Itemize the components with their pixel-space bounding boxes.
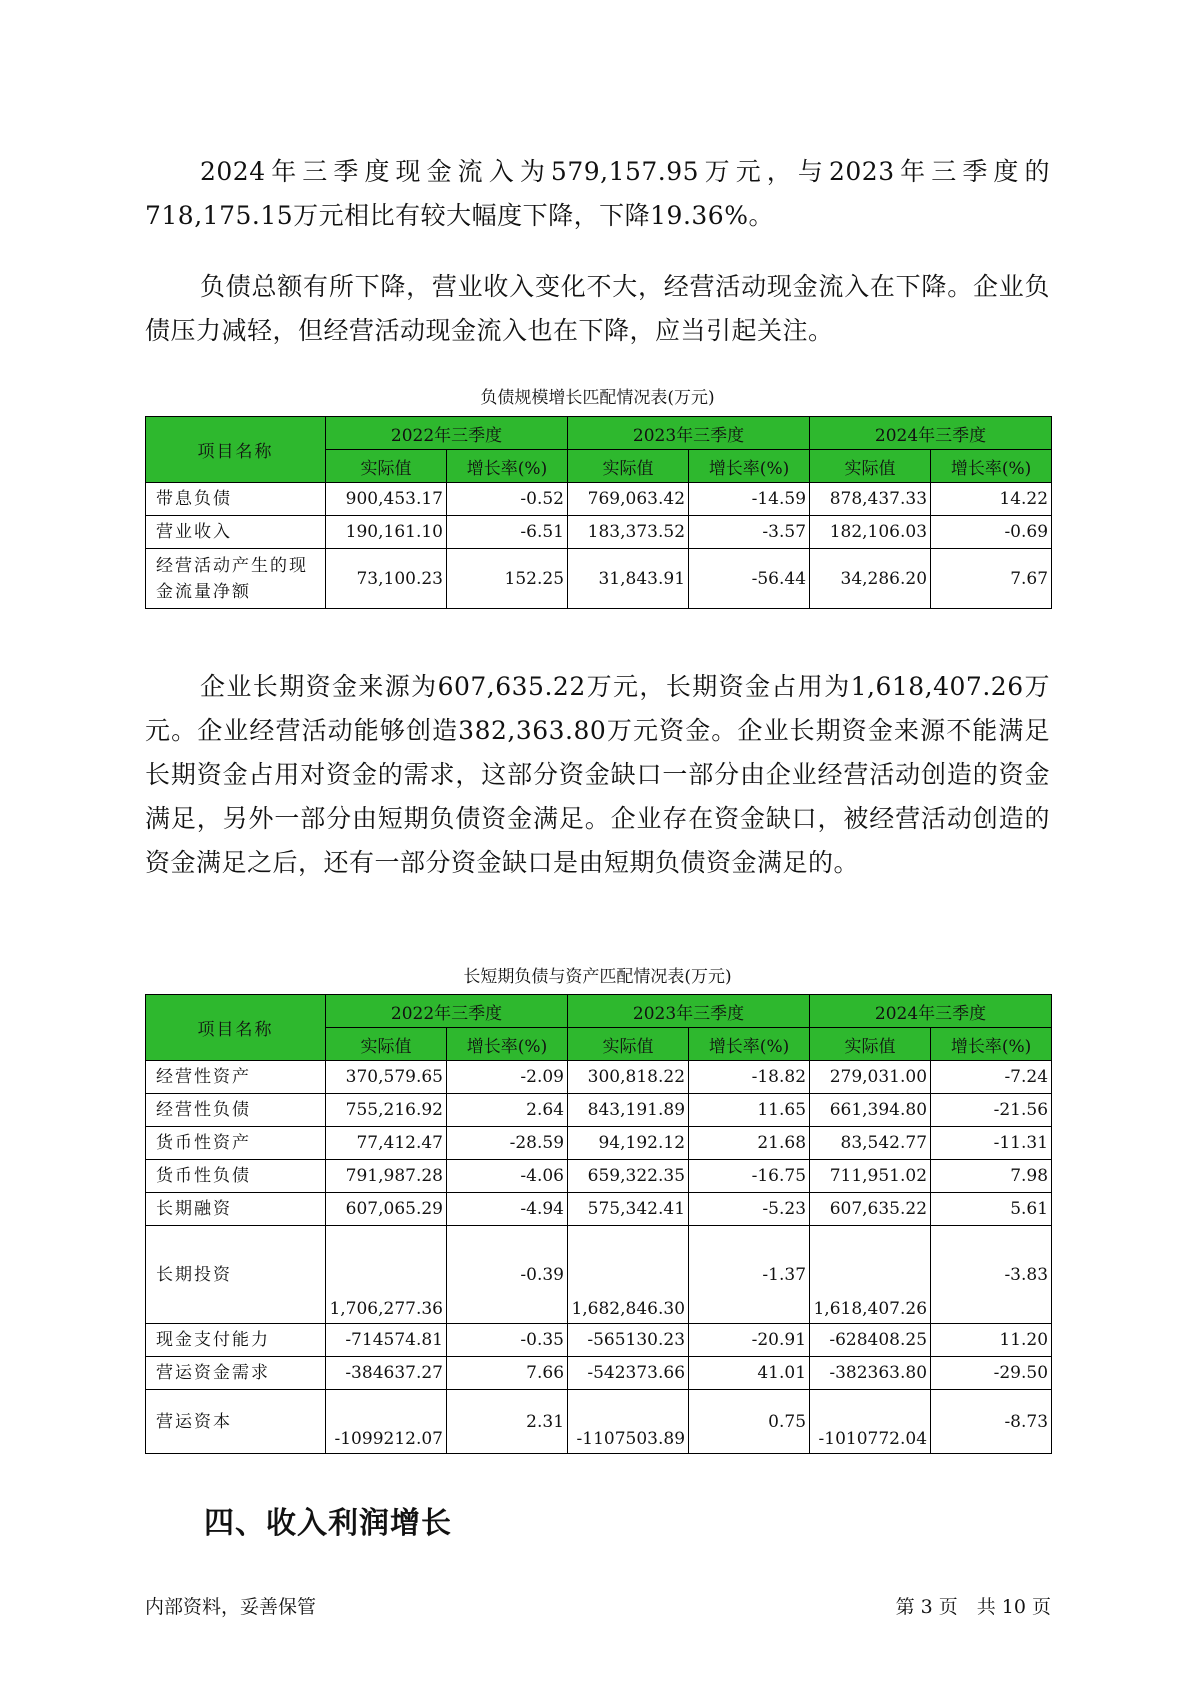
cell-value: -11.31	[931, 1127, 1052, 1160]
cell-value: -20.91	[689, 1324, 810, 1357]
cell-value: -1107503.89	[568, 1390, 689, 1454]
header-growth: 增长率(%)	[931, 450, 1052, 483]
cell-value: -0.52	[447, 483, 568, 516]
table1-caption: 负债规模增长匹配情况表(万元)	[480, 388, 715, 408]
cell-value: 31,843.91	[568, 549, 689, 609]
cell-value: -1.37	[689, 1226, 810, 1324]
asset-liability-matching-table	[145, 994, 1052, 1454]
cell-value: 370,579.65	[326, 1061, 447, 1094]
footer-confidential-note: 内部资料，妥善保管	[145, 1596, 317, 1618]
header-item-name: 项目名称	[146, 995, 326, 1061]
cell-value: 607,635.22	[810, 1193, 931, 1226]
row-label: 经营性资产	[146, 1061, 326, 1094]
cell-value: -2.09	[447, 1061, 568, 1094]
table-row	[146, 1324, 1052, 1357]
table-row	[146, 549, 1052, 609]
cell-value: -565130.23	[568, 1324, 689, 1357]
cell-value: -28.59	[447, 1127, 568, 1160]
cell-value: 659,322.35	[568, 1160, 689, 1193]
cell-value: 2.31	[447, 1390, 568, 1454]
header-period-2023: 2023年三季度	[568, 995, 810, 1028]
cell-value: -21.56	[931, 1094, 1052, 1127]
row-label: 经营活动产生的现金流量净额	[146, 549, 326, 609]
table-row	[146, 1193, 1052, 1226]
cell-value: 878,437.33	[810, 483, 931, 516]
cell-value: 77,412.47	[326, 1127, 447, 1160]
cell-value: -1010772.04	[810, 1390, 931, 1454]
cell-value: 21.68	[689, 1127, 810, 1160]
debt-growth-table	[145, 416, 1052, 609]
header-period-2022: 2022年三季度	[326, 995, 568, 1028]
cell-value: 34,286.20	[810, 549, 931, 609]
cell-value: 0.75	[689, 1390, 810, 1454]
paragraph-liability-summary: 负债总额有所下降，营业收入变化不大，经营活动现金流入在下降。企业负债压力减轻，但经营活动现金流入也在下降，应当引起关注。	[145, 272, 1050, 345]
row-label: 货币性资产	[146, 1127, 326, 1160]
table-row	[146, 483, 1052, 516]
cell-value: 183,373.52	[568, 516, 689, 549]
header-actual: 实际值	[568, 1028, 689, 1061]
cell-value: 11.65	[689, 1094, 810, 1127]
header-growth: 增长率(%)	[689, 450, 810, 483]
cell-value: 755,216.92	[326, 1094, 447, 1127]
cell-value: -29.50	[931, 1357, 1052, 1390]
table2-caption: 长短期负债与资产匹配情况表(万元)	[463, 967, 732, 987]
cell-value: -4.06	[447, 1160, 568, 1193]
section-heading-revenue-profit: 四、收入利润增长	[204, 1506, 452, 1541]
cell-value: -3.83	[931, 1226, 1052, 1324]
cell-value: 607,065.29	[326, 1193, 447, 1226]
header-period-2023: 2023年三季度	[568, 417, 810, 450]
cell-value: 152.25	[447, 549, 568, 609]
table-row	[146, 1061, 1052, 1094]
cell-value: 41.01	[689, 1357, 810, 1390]
cell-value: 843,191.89	[568, 1094, 689, 1127]
table-row	[146, 1094, 1052, 1127]
header-actual: 实际值	[810, 450, 931, 483]
cell-value: -542373.66	[568, 1357, 689, 1390]
header-actual: 实际值	[810, 1028, 931, 1061]
header-growth: 增长率(%)	[447, 1028, 568, 1061]
cell-value: -18.82	[689, 1061, 810, 1094]
cell-value: -56.44	[689, 549, 810, 609]
cell-value: -7.24	[931, 1061, 1052, 1094]
cell-value: -16.75	[689, 1160, 810, 1193]
cell-value: 661,394.80	[810, 1094, 931, 1127]
footer-page-number: 第 3 页 共 10 页	[895, 1596, 1051, 1618]
header-period-2022: 2022年三季度	[326, 417, 568, 450]
cell-value: -0.39	[447, 1226, 568, 1324]
cell-value: 83,542.77	[810, 1127, 931, 1160]
cell-value: -714574.81	[326, 1324, 447, 1357]
row-label: 营运资本	[146, 1390, 326, 1454]
cell-value: 94,192.12	[568, 1127, 689, 1160]
header-growth: 增长率(%)	[689, 1028, 810, 1061]
cell-value: 1,706,277.36	[326, 1226, 447, 1324]
table-row	[146, 1357, 1052, 1390]
cell-value: -0.69	[931, 516, 1052, 549]
cell-value: 791,987.28	[326, 1160, 447, 1193]
header-actual: 实际值	[326, 1028, 447, 1061]
cell-value: -628408.25	[810, 1324, 931, 1357]
row-label: 带息负债	[146, 483, 326, 516]
row-label: 长期融资	[146, 1193, 326, 1226]
table-row	[146, 1226, 1052, 1324]
cell-value: -8.73	[931, 1390, 1052, 1454]
table-row	[146, 516, 1052, 549]
cell-value: 1,682,846.30	[568, 1226, 689, 1324]
cell-value: 14.22	[931, 483, 1052, 516]
cell-value: 575,342.41	[568, 1193, 689, 1226]
cell-value: -384637.27	[326, 1357, 447, 1390]
row-label: 经营性负债	[146, 1094, 326, 1127]
table-row	[146, 1127, 1052, 1160]
table-row	[146, 1390, 1052, 1454]
cell-value: 5.61	[931, 1193, 1052, 1226]
row-label: 货币性负债	[146, 1160, 326, 1193]
header-actual: 实际值	[326, 450, 447, 483]
cell-value: 73,100.23	[326, 549, 447, 609]
table-row	[146, 1160, 1052, 1193]
row-label: 现金支付能力	[146, 1324, 326, 1357]
cell-value: 1,618,407.26	[810, 1226, 931, 1324]
cell-value: 182,106.03	[810, 516, 931, 549]
cell-value: 769,063.42	[568, 483, 689, 516]
cell-value: -1099212.07	[326, 1390, 447, 1454]
cell-value: 2.64	[447, 1094, 568, 1127]
cell-value: -14.59	[689, 483, 810, 516]
cell-value: 7.67	[931, 549, 1052, 609]
row-label: 营运资金需求	[146, 1357, 326, 1390]
row-label: 营业收入	[146, 516, 326, 549]
cell-value: -4.94	[447, 1193, 568, 1226]
cell-value: -5.23	[689, 1193, 810, 1226]
cell-value: 711,951.02	[810, 1160, 931, 1193]
cell-value: -382363.80	[810, 1357, 931, 1390]
row-label: 长期投资	[146, 1226, 326, 1324]
cell-value: -6.51	[447, 516, 568, 549]
paragraph-cash-inflow: 2024年三季度现金流入为579,157.95万元，与2023年三季度的718,175.15万元相比有较大幅度下降，下降19.36%。	[145, 157, 1050, 230]
header-period-2024: 2024年三季度	[810, 417, 1052, 450]
cell-value: 300,818.22	[568, 1061, 689, 1094]
cell-value: 279,031.00	[810, 1061, 931, 1094]
cell-value: 900,453.17	[326, 483, 447, 516]
cell-value: 190,161.10	[326, 516, 447, 549]
header-growth: 增长率(%)	[931, 1028, 1052, 1061]
cell-value: 7.98	[931, 1160, 1052, 1193]
header-actual: 实际值	[568, 450, 689, 483]
cell-value: 7.66	[447, 1357, 568, 1390]
header-growth: 增长率(%)	[447, 450, 568, 483]
cell-value: 11.20	[931, 1324, 1052, 1357]
paragraph-long-term-funding: 企业长期资金来源为607,635.22万元，长期资金占用为1,618,407.26万元。企业经营活动能够创造382,363.80万元资金。企业长期资金来源不能满足长期资金占用对资金的需求，这部分资金缺口一部分由企业经营活动创造的资金满足，另外一部分由短期负债资金满足。企业存在资金缺口，被经营活动创造的资金满足之后，还有一部分资金缺口是由短期负债资金满足的。	[145, 672, 1050, 877]
header-period-2024: 2024年三季度	[810, 995, 1052, 1028]
cell-value: -3.57	[689, 516, 810, 549]
header-item-name: 项目名称	[146, 417, 326, 483]
cell-value: -0.35	[447, 1324, 568, 1357]
